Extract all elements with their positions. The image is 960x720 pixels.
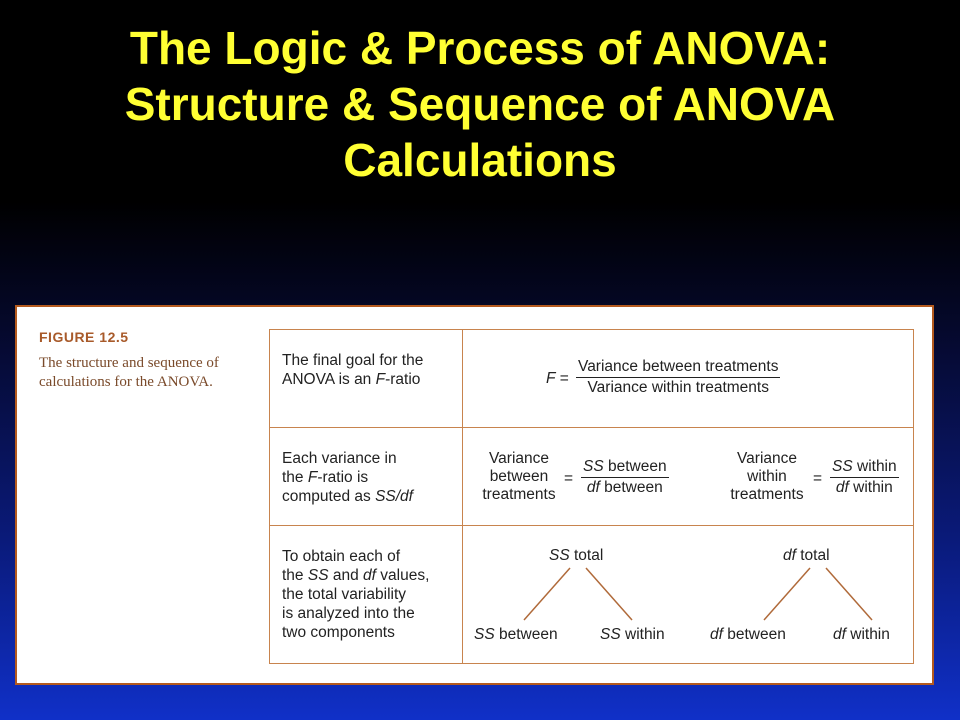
ss-tree-left-branch (524, 568, 570, 620)
figure-label: FIGURE 12.5 (39, 329, 129, 345)
f-ratio-denominator: Variance within treatments (587, 379, 769, 396)
title-line-3: Calculations (343, 134, 617, 186)
ss-total-node: SS total (549, 547, 604, 564)
ss-between-node: SS between (474, 626, 558, 643)
f-ratio-numerator: Variance between treatments (576, 358, 780, 378)
row1-line-2: ANOVA is an F-ratio (282, 371, 421, 388)
f-ratio-lhs: F = (546, 370, 569, 387)
row2-line-1: Each variance in (282, 450, 397, 467)
df-between-node: df between (710, 626, 786, 643)
df-between-denominator: df between (586, 479, 663, 496)
figure-panel (15, 305, 934, 685)
df-within-denominator: df within (835, 479, 893, 496)
variance-between-label: Variance between treatments (482, 450, 556, 503)
figure-caption: The structure and sequence of calculations for the ANOVA. (39, 355, 219, 390)
slide-title (20, 20, 940, 188)
df-within-node: df within (833, 626, 890, 643)
row1-line-1: The final goal for the (282, 352, 424, 369)
df-tree-left-branch (764, 568, 810, 620)
row2-line-3: computed as SS/df (282, 488, 413, 505)
row3-line-4: is analyzed into the (282, 605, 415, 622)
between-equals: = (564, 470, 574, 487)
df-total-node: df total (783, 547, 830, 564)
row3-line-5: two components (282, 624, 395, 641)
row3-line-2: the SS and df values, (282, 567, 430, 584)
row2-line-2: the F-ratio is (282, 469, 369, 486)
ss-between-numerator: SS between (581, 458, 669, 478)
variance-within-label: Variance within treatments (730, 450, 804, 503)
calculation-table (269, 329, 914, 664)
row3-line-3: the total variability (282, 586, 407, 603)
row3-line-1: To obtain each of (282, 548, 401, 565)
ss-within-numerator: SS within (830, 458, 899, 478)
ss-within-node: SS within (600, 626, 665, 643)
ss-tree-right-branch (586, 568, 632, 620)
within-equals: = (813, 470, 823, 487)
title-line-1: The Logic & Process of ANOVA: (129, 22, 831, 74)
decomposition-tree-lines (270, 330, 915, 665)
df-tree-right-branch (826, 568, 872, 620)
title-line-2: Structure & Sequence of ANOVA (124, 78, 836, 130)
